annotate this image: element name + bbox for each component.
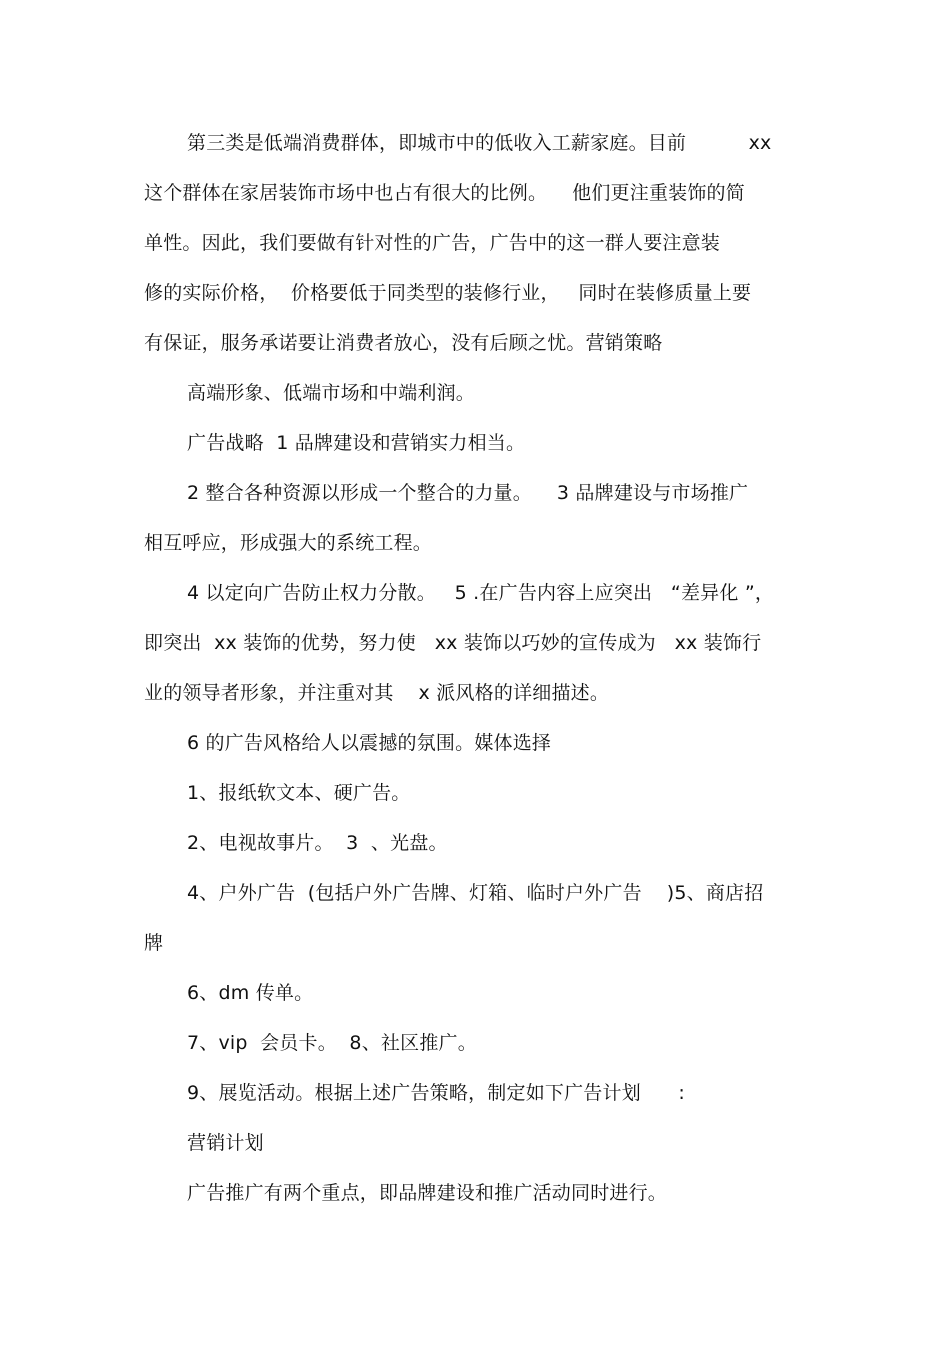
- text-line: 单性。因此，我们要做有针对性的广告，广告中的这一群人要注意装: [144, 232, 721, 254]
- text-line: 4 以定向广告防止权力分散。 5 .在广告内容上应突出 “差异化 ”，: [187, 582, 775, 604]
- text-line: 1、报纸软文本、硬广告。: [187, 782, 411, 804]
- text-line: 修的实际价格， 价格要低于同类型的装修行业， 同时在装修质量上要: [144, 282, 752, 304]
- text-line: 6、dm 传单。: [187, 982, 314, 1004]
- text-line: 即突出 xx 装饰的优势，努力使 xx 装饰以巧妙的宣传成为 xx 装饰行: [144, 632, 762, 654]
- text-line: 广告战略 1 品牌建设和营销实力相当。: [187, 432, 526, 454]
- text-line: 广告推广有两个重点，即品牌建设和推广活动同时进行。: [187, 1182, 668, 1204]
- text-line: 高端形象、低端市场和中端利润。: [187, 382, 476, 404]
- text-line: 6 的广告风格给人以震撼的氛围。媒体选择: [187, 732, 552, 754]
- text-line: 牌: [144, 932, 164, 954]
- text-line: 2 整合各种资源以形成一个整合的力量。 3 品牌建设与市场推广: [187, 482, 749, 504]
- text-line: 相互呼应，形成强大的系统工程。: [144, 532, 433, 554]
- text-line: 4、户外广告 (包括户外广告牌、灯箱、临时户外广告 )5、商店招: [187, 882, 764, 904]
- text-line: 第三类是低端消费群体，即城市中的低收入工薪家庭。目前 xx: [187, 132, 772, 154]
- text-line: 有保证，服务承诺要让消费者放心，没有后顾之忧。营销策略: [144, 332, 663, 354]
- text-line: 7、vip 会员卡。 8、社区推广。: [187, 1032, 477, 1054]
- text-line: 业的领导者形象，并注重对其 x 派风格的详细描述。: [144, 682, 610, 704]
- text-line: 9、展览活动。根据上述广告策略，制定如下广告计划 :: [187, 1082, 685, 1104]
- section-heading: 营销计划: [187, 1132, 264, 1154]
- text-line: 2、电视故事片。 3 、光盘。: [187, 832, 448, 854]
- text-line: 这个群体在家居装饰市场中也占有很大的比例。 他们更注重装饰的简: [144, 182, 745, 204]
